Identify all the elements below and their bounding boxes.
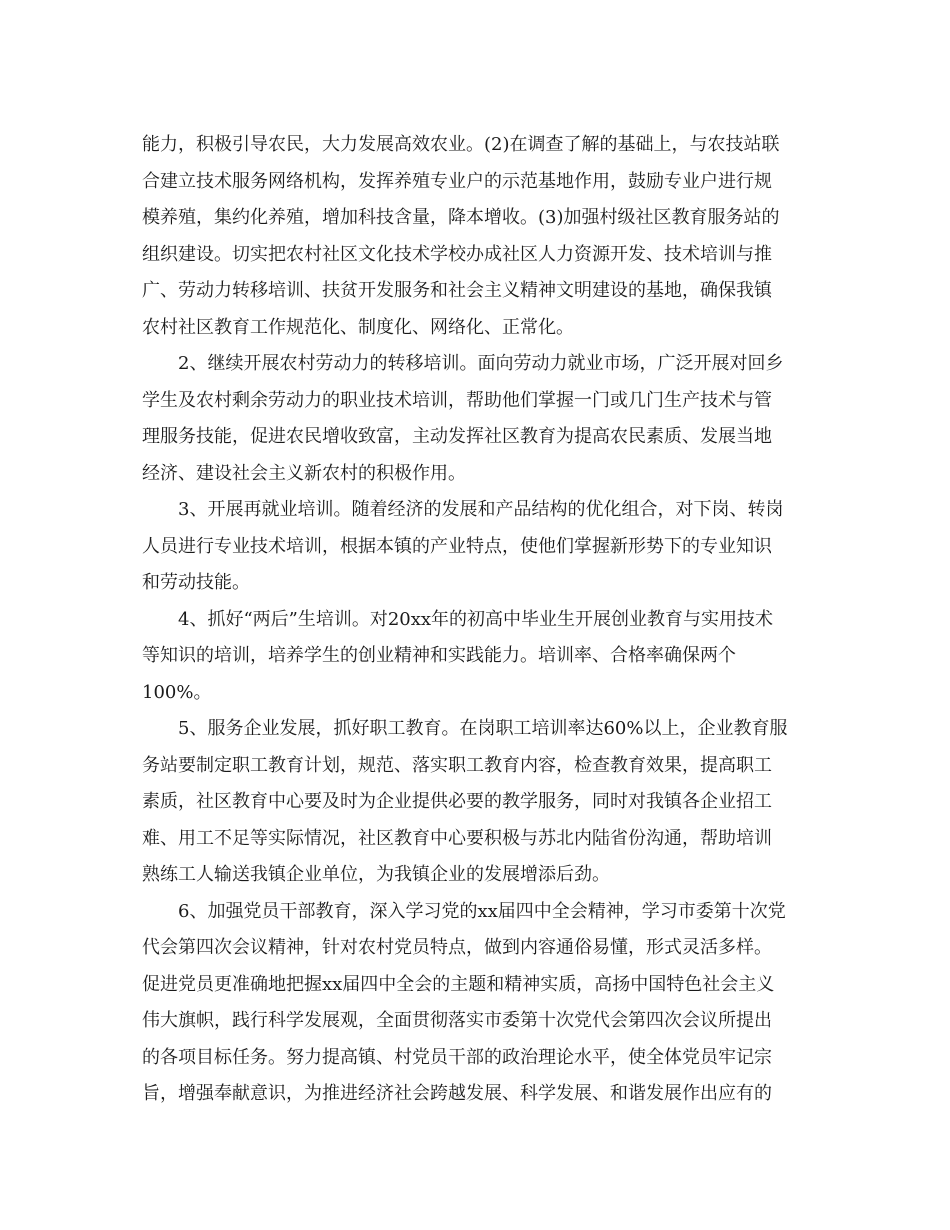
- paragraph-line: 合建立技术服务网络机构，发挥养殖专业户的示范基地作用，鼓励专业户进行规: [142, 170, 772, 192]
- paragraph-line: 3、开展再就业培训。随着经济的发展和产品结构的优化组合，对下岗、转岗: [178, 499, 784, 520]
- document-body: [142, 127, 812, 1113]
- paragraph-line: 等知识的培训，培养学生的创业精神和实践能力。培训率、合格率确保两个: [142, 645, 736, 666]
- paragraph-line: 代会第四次会议精神，针对农村党员特点，做到内容通俗易懂，形式灵活多样。: [142, 937, 772, 958]
- paragraph: [142, 492, 812, 602]
- paragraph-line: 伟大旗帜，践行科学发展观，全面贯彻落实市委第十次党代会第四次会议所提出: [142, 1010, 772, 1031]
- paragraph-line: 能力，积极引导农民，大力发展高效农业。(2)在调查了解的基础上，与农技站联: [142, 134, 780, 155]
- paragraph: [142, 711, 812, 894]
- paragraph-line: 4、抓好“两后”生培训。对20xx年的初高中毕业生开展创业教育与实用技术: [178, 608, 774, 630]
- paragraph-line: 素质，社区教育中心要及时为企业提供必要的教学服务，同时对我镇各企业招工: [142, 791, 772, 812]
- paragraph-line: 模养殖，集约化养殖，增加科技含量，降本增收。(3)加强村级社区教育服务站的: [142, 207, 780, 228]
- paragraph-line: 人员进行专业技术培训，根据本镇的产业特点，使他们掌握新形势下的专业知识: [142, 535, 772, 557]
- paragraph-line: 经济、建设社会主义新农村的积极作用。: [142, 462, 466, 484]
- paragraph-line: 难、用工不足等实际情况，社区教育中心要积极与苏北内陆省份沟通，帮助培训: [142, 827, 772, 849]
- paragraph-line: 组织建设。切实把农村社区文化技术学校办成社区人力资源开发、技术培训与推: [142, 243, 772, 265]
- paragraph-line: 促进党员更准确地把握xx届四中全会的主题和精神实质，高扬中国特色社会主义: [142, 973, 775, 995]
- paragraph: [142, 894, 812, 1113]
- paragraph-line: 100%。: [142, 681, 212, 703]
- paragraph-line: 的各项目标任务。努力提高镇、村党员干部的政治理论水平，使全体党员牢记宗: [142, 1046, 772, 1068]
- paragraph-line: 5、服务企业发展，抓好职工教育。在岗职工培训率达60%以上，企业教育服: [178, 718, 788, 739]
- paragraph-line: 2、继续开展农村劳动力的转移培训。面向劳动力就业市场，广泛开展对回乡: [178, 353, 784, 374]
- paragraph: [142, 346, 812, 492]
- paragraph-line: 学生及农村剩余劳动力的职业技术培训，帮助他们掌握一门或几门生产技术与管: [142, 389, 772, 411]
- paragraph: [142, 602, 812, 712]
- paragraph-line: 务站要制定职工教育计划，规范、落实职工教育内容，检查教育效果，提高职工: [142, 754, 772, 776]
- paragraph-line: 熟练工人输送我镇企业单位，为我镇企业的发展增添后劲。: [142, 864, 610, 885]
- paragraph-line: 和劳动技能。: [142, 572, 250, 593]
- paragraph-line: 理服务技能，促进农民增收致富，主动发挥社区教育为提高农民素质、发展当地: [142, 426, 772, 447]
- paragraph-line: 6、加强党员干部教育，深入学习党的xx届四中全会精神，学习市委第十次党: [178, 900, 786, 922]
- paragraph: [142, 127, 812, 346]
- paragraph-line: 旨，增强奉献意识，为推进经济社会跨越发展、科学发展、和谐发展作出应有的: [142, 1083, 772, 1104]
- paragraph-line: 农村社区教育工作规范化、制度化、网络化、正常化。: [142, 316, 574, 338]
- paragraph-line: 广、劳动力转移培训、扶贫开发服务和社会主义精神文明建设的基地，确保我镇: [142, 280, 772, 301]
